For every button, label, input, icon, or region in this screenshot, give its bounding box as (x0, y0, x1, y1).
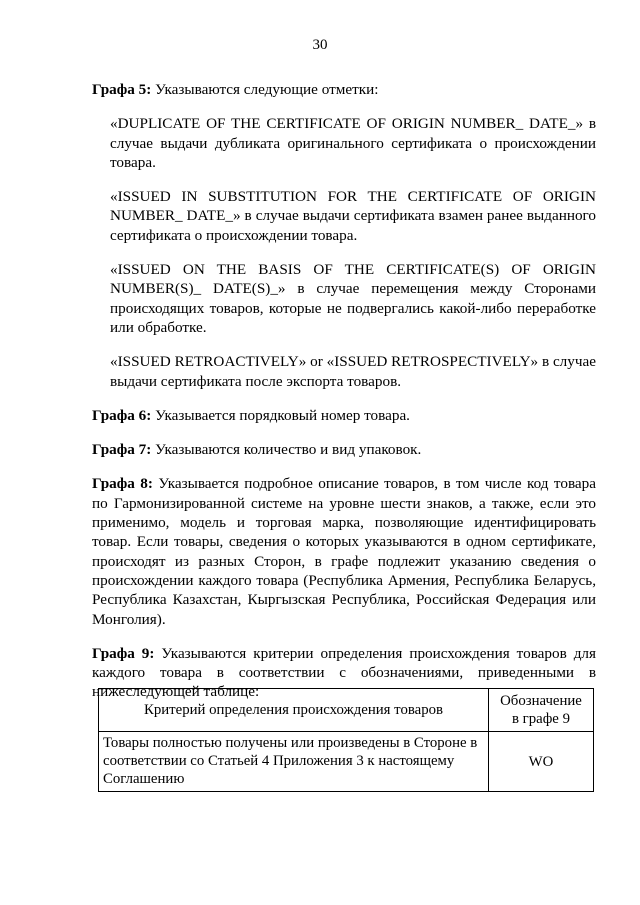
graph-5-label: Графа 5: (92, 81, 152, 98)
graph-5-note-duplicate (110, 114, 596, 172)
graph-7-text: Указываются количество и вид упаковок. (151, 441, 422, 459)
graph-9-text: Указываются критерии определения происхождения товаров для каждого товара в соответствии с обозначениями, приведенными в нижеследующей таблице: (92, 644, 596, 701)
graph-9-label: Графа 9: (92, 644, 155, 662)
note-text: в случае выдачи сертификата после экспорта товаров. (110, 353, 596, 390)
graph-5-paragraph (92, 80, 596, 99)
note-text: в случае перемещения между Сторонами происходящих товаров, которые не подвергались какой-либо переработке или обработке. (110, 280, 597, 336)
graph-7-label: Графа 7: (92, 441, 152, 459)
note-text: в случае выдачи сертификата взамен ранее выданного сертификата о происхождении товара. (110, 207, 596, 244)
graph-7-paragraph (92, 440, 596, 459)
note-quote: «ISSUED RETROACTIVELY» or «ISSUED RETROSPECTIVELY» (110, 353, 539, 371)
criterion-cell: Товары полностью получены или произведены в Стороне в соответствии со Статьей 4 Приложения 3 к настоящему Соглашению (99, 732, 489, 792)
graph-8-label: Графа 8: (92, 475, 153, 493)
note-quote: «ISSUED IN SUBSTITUTION FOR THE CERTIFICATE OF ORIGIN NUMBER_ DATE_» (110, 188, 596, 225)
origin-criteria-table (98, 688, 594, 792)
graph-5-text: Указываются следующие отметки: (151, 81, 379, 98)
graph-5-note-substitution (110, 187, 596, 245)
header-designation-line2: в графе 9 (512, 711, 570, 727)
graph-6-label: Графа 6: (92, 406, 152, 424)
note-text: в случае выдачи дубликата оригинального сертификата о происхождении товара. (110, 115, 597, 171)
graph-8-text: Указывается подробное описание товаров, в том числе код товара по Гармонизированной системе на уровне шести знаков, а также, если это применимо, модель и торговая марка, позволяющие идентифицировать товар. Если товары, сведения о которых указываются в одном сертификате, происходят из разных Сторон, в графе подлежит указанию сведения о происхождении каждого товара (Республика Армения, Республика Беларусь, Республика Казахстан, Кыргызская Республика, Российская Федерация или Монголия). (92, 475, 597, 628)
note-quote: «DUPLICATE OF THE CERTIFICATE OF ORIGIN NUMBER_ DATE_» (110, 115, 584, 133)
document-body (92, 80, 596, 717)
table-header-row (99, 689, 594, 732)
graph-8-paragraph (92, 474, 596, 628)
graph-6-paragraph (92, 406, 596, 425)
header-designation-line1: Обозначение (500, 693, 582, 709)
page-number: 30 (312, 37, 328, 53)
designation-cell: WO (489, 732, 594, 792)
note-quote: «ISSUED ON THE BASIS OF THE CERTIFICATE(S) OF ORIGIN NUMBER(S)_ DATE(S)_» (110, 261, 596, 298)
graph-5-note-basis (110, 260, 596, 337)
header-criterion: Критерий определения происхождения товаров (99, 689, 489, 732)
graph-5-note-retroactive (110, 352, 596, 391)
graph-6-text: Указывается порядковый номер товара. (151, 406, 410, 424)
header-designation (489, 689, 594, 732)
table-row (99, 732, 594, 792)
